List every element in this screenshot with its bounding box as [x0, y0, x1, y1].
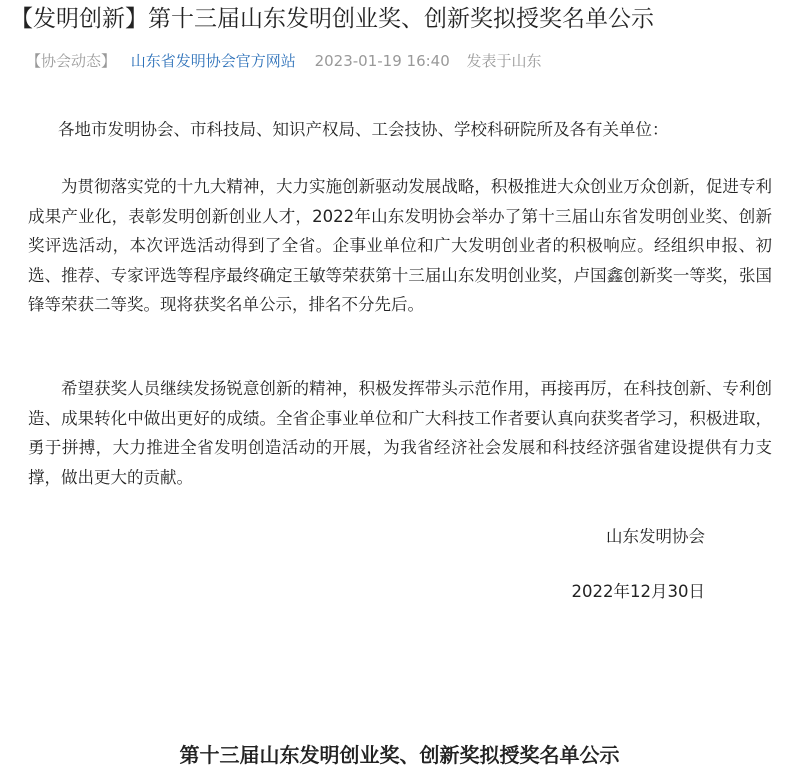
meta-source-link[interactable]: 山东省发明协会官方网站 [130, 52, 296, 70]
salutation: 各地市发明协会、市科技局、知识产权局、工会技协、学校科研院所及各有关单位： [58, 120, 669, 139]
meta-datetime: 2023-01-19 16:40 [314, 52, 450, 70]
meta-category[interactable]: 【协会动态】 [26, 52, 117, 70]
list-subtitle: 第十三届山东发明创业奖、创新奖拟授奖名单公示 [179, 743, 620, 767]
body-paragraph-2: 希望获奖人员继续发扬锐意创新的精神，积极发挥带头示范作用，再接再厉，在科技创新、专利创造、成果转化中做出更好的成绩。全省企事业单位和广大科技工作者要认真向获奖者学习，积极进取，勇于拼搏，大力推进全省发明创造活动的开展，为我省经济社会发展和科技经济强省建设提供有力支撑，做出更大的贡献。 [28, 379, 772, 487]
article-meta [26, 50, 542, 72]
meta-location: 发表于山东 [466, 52, 542, 70]
body-paragraph-1: 为贯彻落实党的十九大精神，大力实施创新驱动发展战略，积极推进大众创业万众创新，促进专利成果产业化，表彰发明创新创业人才，2022年山东发明协会举办了第十三届山东省发明创业奖、创新奖评选活动，本次评选活动得到了全省。企事业单位和广大发明创业者的积极响应。经组织申报、初选、推荐、专家评选等程序最终确定王敏等荣获第十三届山东发明创业奖，卢国鑫创新奖一等奖，张国锋等荣获二等奖。现将获奖名单公示，排名不分先后。 [28, 177, 772, 314]
signature-date: 2022年12月30日 [571, 582, 705, 601]
article-title: 【发明创新】第十三届山东发明创业奖、创新奖拟授奖名单公示 [10, 6, 654, 32]
signature-org: 山东发明协会 [606, 527, 705, 546]
